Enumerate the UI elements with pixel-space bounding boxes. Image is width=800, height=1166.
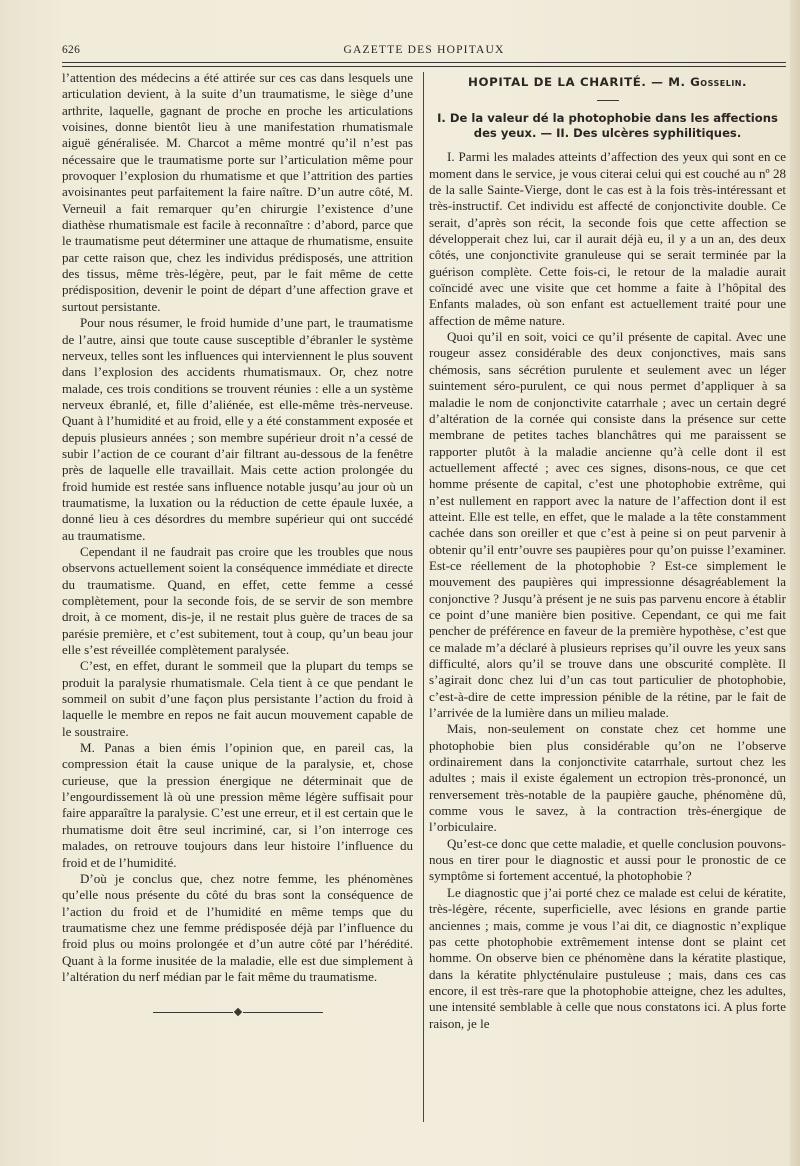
article-subtitle: I. De la valeur dé la photophobie dans les affections des yeux. — II. Des ulcères syphilitiques.	[437, 111, 778, 141]
page-number: 626	[62, 44, 81, 56]
left-paragraph-6: D’où je conclus que, chez notre femme, les phénomènes qu’elle nous présente du côté du bras sont la conséquence de l’action du froid et de l’humidité en même temps que du traumatisme chez une femme prédisposée déjà par l’influence du froid plus ou moins prolongée et d’un autre côté par l’hérédité. Quant à la forme inusitée de la maladie, elle est due simplement à l’altération du nerf médian par le fait même du traumatisme.	[62, 870, 413, 984]
right-paragraph-4: Qu’est-ce donc que cette maladie, et quelle conclusion pouvons-nous en tirer pour le diagnostic et aussi pour le pronostic de ce symptôme si fortement accentué, la photophobie ?	[429, 835, 786, 884]
section-heading-author: M. Gosselin.	[668, 75, 747, 89]
column-divider	[423, 72, 424, 1122]
left-paragraph-4: C’est, en effet, durant le sommeil que la plupart du temps se produit la paralysie rhumatismale. Cela tient à ce que pendant le sommeil on subit d’une façon plus persistante l’action du froid à laquelle le membre en repos ne fait aucun mouvement capable de le soustraire.	[62, 658, 413, 739]
right-column	[429, 70, 786, 1140]
heading-rule	[597, 100, 619, 101]
header-rule	[62, 62, 786, 63]
right-paragraph-2: Quoi qu’il en soit, voici ce qu’il présente de capital. Avec une rougeur assez considérable des deux conjonctives, mais sans chémosis, sans sécrétion purulente et seulement avec un léger suintement séro-purulent, ce qui nous permet d’appliquer à sa maladie le nom de conjonctivite catarrhale ; avec un certain degré d’altération de la cornée qui consiste dans la présence sur cette membrane de petites taches blanchâtres qui me paraissent se rapporter plutôt à la maladie ancienne qu’à celle dont il est actuellement affecté ; avec ces signes, disons-nous, ce que cet homme présente de capital, c’est une photophobie extrême, qui n’est nullement en rapport avec la nature de l’affection dont il est atteint. Elle est telle, en effet, que le malade a la tête constamment cachée dans son oreiller et que c’est à peine si on peut parvenir à obtenir qu’il entr’ouvre ses paupières pour qu’on puisse l’examiner. Est-ce réellement de la photophobie ? Est-ce simplement le mouvement des paupières qui impressionne désagréablement la conjonctive ? Jusqu’à présent je ne suis pas parvenu encore à établir ce point d’une manière bien positive. Cependant, ce qui me fait pencher de préférence en faveur de la première hypothèse, c’est que ce malade m’a déclaré à plusieurs reprises qu’il ouvre les yeux sans difficulté, alors qu’il se trouve dans une obscurité complète. Il s’agirait donc chez lui d’un cas tout particulier de photophobie, c’est-à-dire de cette impression pénible de la rétine, par le fait de l’arrivée de la lumière dans un milieu malade.	[429, 329, 786, 721]
right-paragraph-3: Mais, non-seulement on constate chez cet homme une photophobie bien plus considérable qu’on ne l’observe ordinairement dans la conjonctivite catarrhale, surtout chez les adultes ; mais il existe également un ectropion très-prononcé, un renversement très-notable de la paupière gauche, phénomène dû, comme vous le savez, à la contraction très-énergique de l’orbiculaire.	[429, 721, 786, 835]
end-ornament	[62, 1009, 413, 1015]
journal-title: GAZETTE DES HOPITAUX	[343, 44, 505, 56]
page-edge	[790, 0, 800, 1166]
section-heading	[429, 74, 786, 90]
page-header	[62, 40, 786, 62]
left-paragraph-1: l’attention des médecins a été attirée sur ces cas dans lesquels une articulation devient, à la suite d’un traumatisme, le siège d’une arthrite, laquelle, gagnant de proche en proche les articulations voisines, donne bientôt lieu à une manifestation rhumatismale aiguë généralisée. M. Charcot a même montré qu’il n’est pas nécessaire que le traumatisme porte sur l’articulation même pour provoquer l’explosion du rhumatisme et que l’attrition des parties avoisinantes peut parfaitement la faire naître. D’un autre côté, M. Verneuil a fait remarquer qu’en chirurgie l’existence d’une diathèse rhumatismale est facile à reconnaître : d’abord, parce que le traumatisme peut déterminer une attaque de rhumatisme, ensuite par cette raison que, chez les individus prédisposés, une attrition des tissus, même très-légère, peut, par le fait même de cette prédisposition, devenir le point de départ d’une affection grave et surtout persistante.	[62, 70, 413, 314]
right-paragraph-5: Le diagnostic que j’ai porté chez ce malade est celui de kératite, très-légère, récente, superficielle, avec lésions en grande partie anciennes ; mais, comme je vous l’ai dit, ce diagnostic n’explique pas cette photophobie extrêmement intense dont se plaint cet homme. On observe bien ce phénomène dans la kératite plastique, dans la kératite phlycténulaire pustuleuse ; mais, dans ces cas encore, il est très-rare que la photophobie atteigne, chez les adultes, une intensité semblable à celle que nous constatons ici. A plus forte raison, je le	[429, 884, 786, 1031]
right-paragraph-1: I. Parmi les malades atteints d’affection des yeux qui sont en ce moment dans le service, je vous citerai celui qui est couché au nº 28 de la salle Sainte-Vierge, dont le cas est à la fois très-intéressant et très-instructif. Cet individu est affecté de conjonctivite double. Ce serait, d’après son récit, la seconde fois que cette affection se développerait chez lui, car il aurait déjà eu, il y a un an, des deux côtés, une conjonctivite granuleuse qui se serait terminée par la guérison complète. Cette fois-ci, le retour de la maladie aurait coïncidé avec une visite que cet homme a faite à l’hôpital des Enfants malades, où son enfant est actuellement traité pour une affection de même nature.	[429, 149, 786, 328]
left-paragraph-2: Pour nous résumer, le froid humide d’une part, le traumatisme de l’autre, ainsi que toute cause susceptible d’ébranler le système nerveux, telles sont les influences qui interviennent le plus souvent dans l’explosion des accidents rhumatismaux. Or, chez notre malade, ces trois conditions se trouvent réunies : elle a un système nerveux ébranlé, et, fille d’aliénée, est elle-même très-nerveuse. Quant à l’humidité et au froid, elle y a été constamment exposée et depuis plusieurs années ; son membre supérieur droit n’a cessé de subir l’action de ce courant d’air filtrant au-dessous de la fenêtre près de laquelle elle travaillait. Mais cette action prolongée du froid humide est restée sans influence notable jusqu’au jour où un traumatisme, la luxation ou la réduction de cette épaule luxée, a donné lieu à ces désordres du membre supérieur qui ont succédé au traumatisme.	[62, 315, 413, 543]
left-paragraph-5: M. Panas a bien émis l’opinion que, en pareil cas, la compression était la cause unique de la paralysie, et, chose curieuse, que la pression énergique ne déterminait que de l’engourdissement là où une pression même légère suffisait pour faire apparaître la paralysie. C’est une erreur, et il est certain que le rhumatisme doit être seul incriminé, car, si l’on interroge ces malades, on retrouve toujours dans leur histoire l’influence du froid et de l’humidité.	[62, 740, 413, 870]
ornament-diamond	[233, 1008, 241, 1016]
header-rule-thin	[62, 66, 786, 67]
ornament-line-left	[153, 1012, 233, 1013]
left-column	[62, 70, 413, 1140]
ornament-line-right	[243, 1012, 323, 1013]
left-paragraph-3: Cependant il ne faudrait pas croire que les troubles que nous observons actuellement soient la conséquence immédiate et directe du traumatisme. Quand, en effet, cette femme a cessé complètement, pour la seconde fois, de se servir de son membre droit, à ce moment, dis-je, il ne restait plus guère de traces de sa parésie première, et c’est subitement, tout à coup, qu’un beau jour elle s’est réveillée complètement paralysée.	[62, 543, 413, 658]
section-heading-hospital: HOPITAL DE LA CHARITÉ. —	[468, 75, 669, 89]
